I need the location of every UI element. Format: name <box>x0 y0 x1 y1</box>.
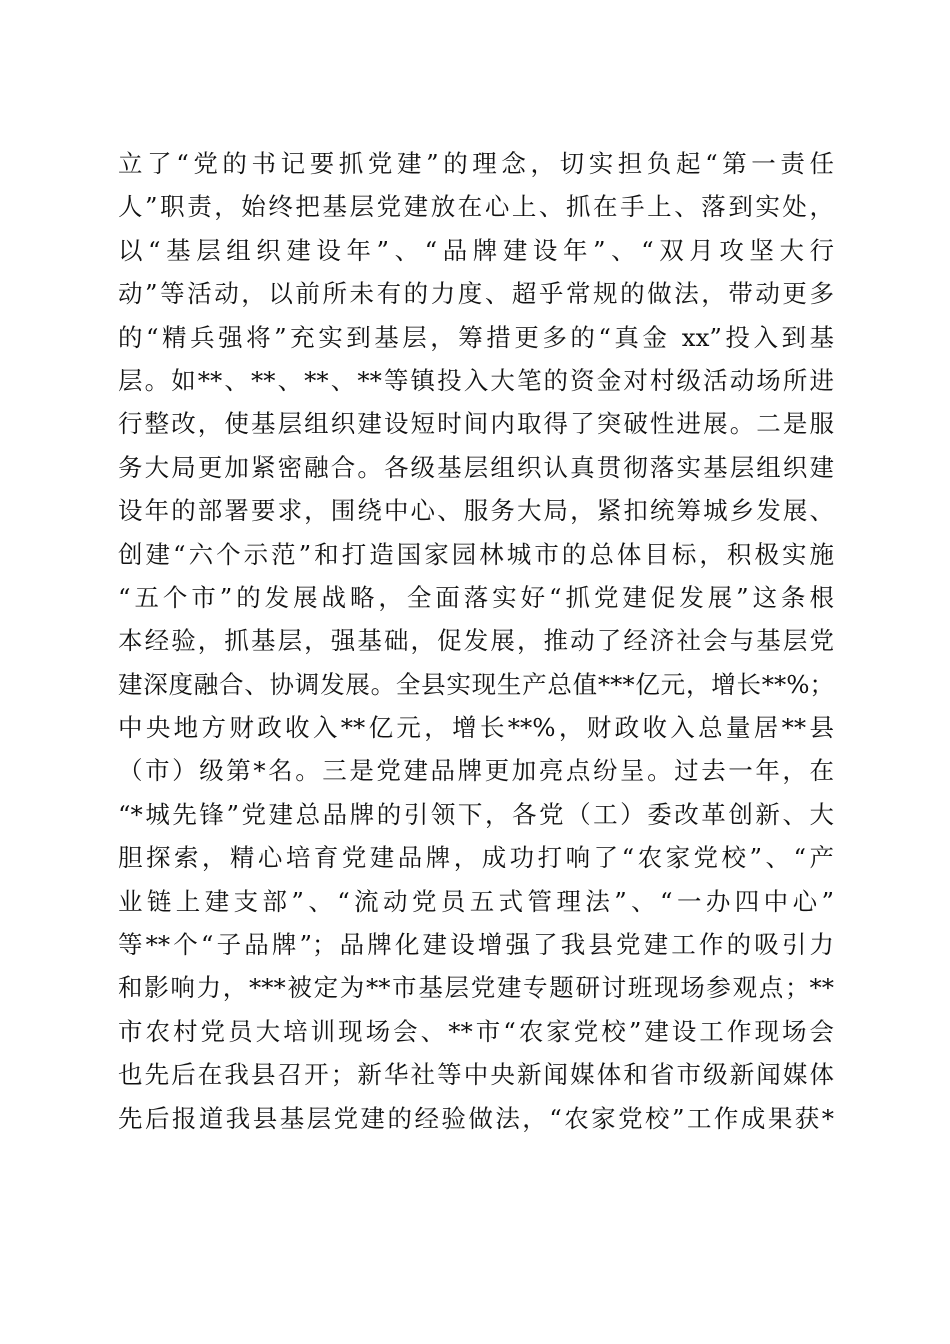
text-line: 胆探索，精心培育党建品牌，成功打响了“农家党校”、“产 <box>118 843 834 873</box>
text-line: 先后报道我县基层党建的经验做法，“农家党校”工作成果获* <box>118 1103 834 1133</box>
text-line: 创建“六个示范”和打造国家园林城市的总体目标，积极实施 <box>118 539 834 569</box>
text-line: 务大局更加紧密融合。各级基层组织认真贯彻落实基层组织建 <box>118 452 834 482</box>
text-line: 的“精兵强将”充实到基层，筹措更多的“真金 xx”投入到基 <box>118 322 834 352</box>
text-line: 业链上建支部”、“流动党员五式管理法”、“一办四中心” <box>118 886 834 916</box>
text-line: 人”职责，始终把基层党建放在心上、抓在手上、落到实处， <box>118 192 834 222</box>
text-line: 动”等活动，以前所未有的力度、超乎常规的做法，带动更多 <box>118 279 834 309</box>
text-line: 行整改，使基层组织建设短时间内取得了突破性进展。二是服 <box>118 409 834 439</box>
body-paragraph <box>118 142 834 1140</box>
text-line: （市）级第*名。三是党建品牌更加亮点纷呈。过去一年，在 <box>118 756 834 786</box>
text-line: “五个市”的发展战略，全面落实好“抓党建促发展”这条根 <box>118 582 834 612</box>
text-line: 和影响力，***被定为**市基层党建专题研讨班现场参观点；** <box>118 973 834 1003</box>
text-line: 等**个“子品牌”；品牌化建设增强了我县党建工作的吸引力 <box>118 930 834 960</box>
text-line: 市农村党员大培训现场会、**市“农家党校”建设工作现场会 <box>118 1016 834 1046</box>
text-line: “*城先锋”党建总品牌的引领下，各党（工）委改革创新、大 <box>118 799 834 829</box>
text-line: 建深度融合、协调发展。全县实现生产总值***亿元，增长**%； <box>118 669 834 699</box>
text-line: 也先后在我县召开；新华社等中央新闻媒体和省市级新闻媒体 <box>118 1060 834 1090</box>
text-line: 本经验，抓基层，强基础，促发展，推动了经济社会与基层党 <box>118 626 834 656</box>
text-line: 设年的部署要求，围绕中心、服务大局，紧扣统筹城乡发展、 <box>118 496 834 526</box>
text-line: 立了“党的书记要抓党建”的理念，切实担负起“第一责任 <box>118 149 834 178</box>
text-line: 层。如**、**、**、**等镇投入大笔的资金对村级活动场所进 <box>118 365 834 395</box>
text-line: 中央地方财政收入**亿元，增长**%，财政收入总量居**县 <box>118 713 834 743</box>
text-line: 以“基层组织建设年”、“品牌建设年”、“双月攻坚大行 <box>118 235 834 265</box>
